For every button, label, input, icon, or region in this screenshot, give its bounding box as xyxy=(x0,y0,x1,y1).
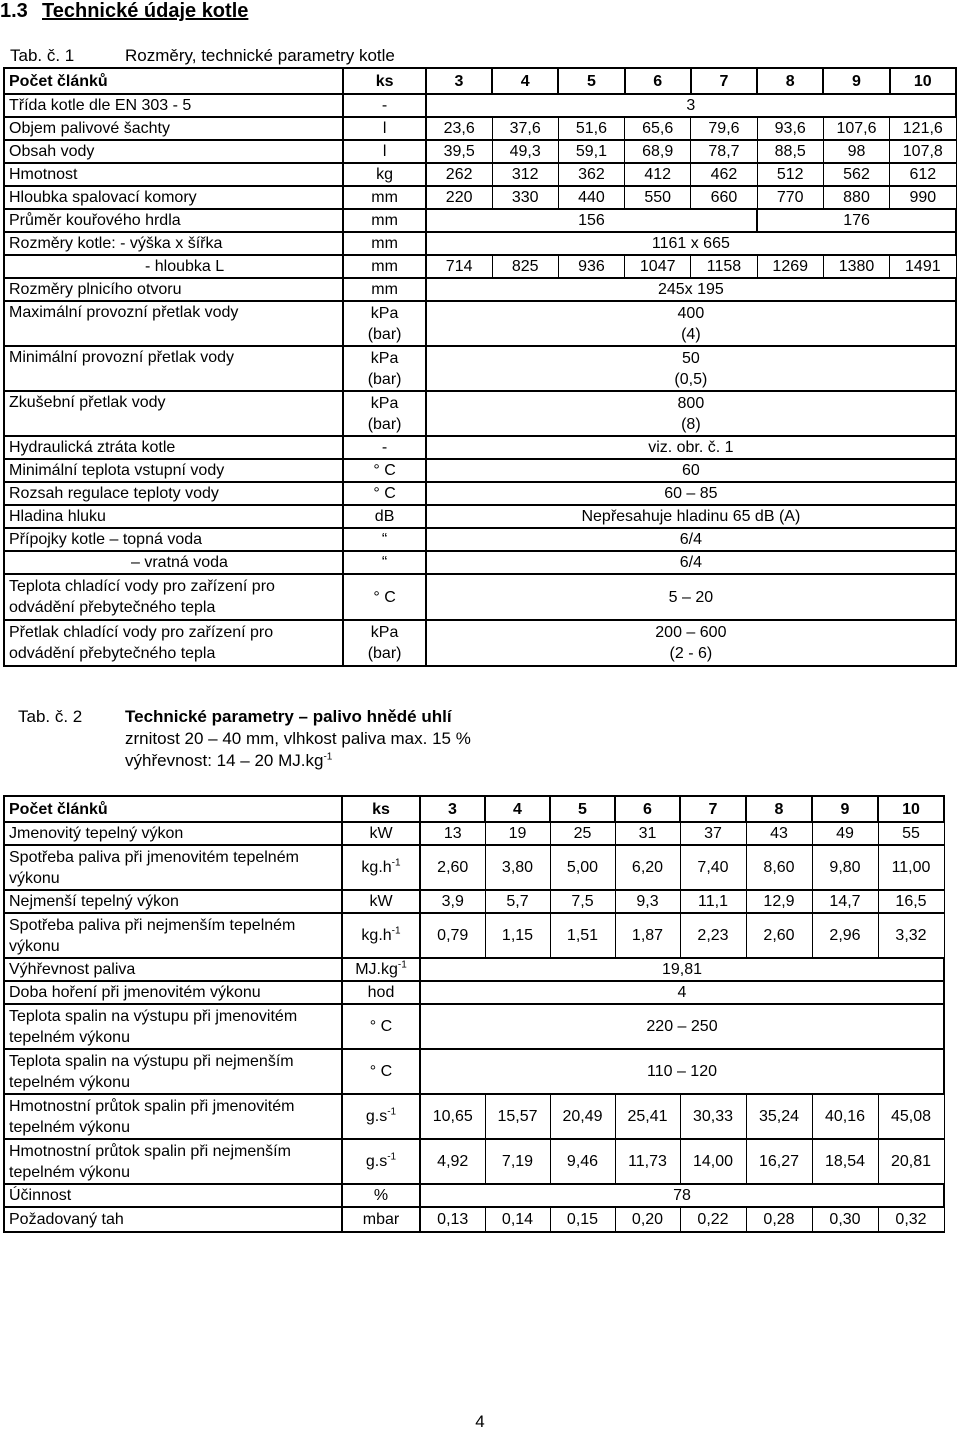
row-unit: mm xyxy=(343,278,425,301)
header-col: 8 xyxy=(757,68,823,94)
row-unit: mm xyxy=(343,186,425,209)
row-unit: kW xyxy=(342,822,420,845)
header-label: Počet článků xyxy=(4,796,342,822)
row-value: 1,15 xyxy=(485,913,550,958)
header-col: 6 xyxy=(615,796,680,822)
row-value: 0,14 xyxy=(485,1207,550,1232)
table-row xyxy=(4,958,944,981)
row-value: 176 xyxy=(757,209,956,232)
section-number: 1.3 xyxy=(0,0,28,22)
table-row xyxy=(4,1184,944,1207)
row-value: 0,20 xyxy=(615,1207,680,1232)
row-value: 0,30 xyxy=(812,1207,878,1232)
row-unit: - xyxy=(343,94,425,117)
table-row xyxy=(4,620,956,666)
row-label: Požadovaný tah xyxy=(4,1207,342,1232)
header-col: 8 xyxy=(746,796,812,822)
row-value: 5 – 20 xyxy=(426,574,956,620)
table-row xyxy=(4,1139,944,1184)
row-value: 9,80 xyxy=(812,845,878,890)
table1-caption-text: Rozměry, technické parametry kotle xyxy=(125,46,395,65)
row-value: 220 – 250 xyxy=(420,1004,944,1049)
table-row xyxy=(4,528,956,551)
table-row xyxy=(4,255,956,278)
row-unit: ° C xyxy=(343,482,425,505)
row-value: 11,73 xyxy=(615,1139,680,1184)
row-label: Účinnost xyxy=(4,1184,342,1207)
row-unit: dB xyxy=(343,505,425,528)
table-row xyxy=(4,117,956,140)
row-label: Spotřeba paliva při jmenovitém tepelném výkonu xyxy=(4,845,342,890)
row-value: 1161 x 665 xyxy=(426,232,956,255)
row-label: Rozměry plnicího otvoru xyxy=(4,278,343,301)
row-value: 59,1 xyxy=(558,140,624,163)
row-value: 200 – 600 (2 - 6) xyxy=(426,620,956,666)
row-value: 0,15 xyxy=(550,1207,615,1232)
table-row xyxy=(4,913,944,958)
row-value: 78,7 xyxy=(691,140,757,163)
table-row xyxy=(4,232,956,255)
header-col: 3 xyxy=(426,68,492,94)
row-value: 11,1 xyxy=(680,890,746,913)
row-value: 68,9 xyxy=(625,140,691,163)
row-unit: $g.s^{-1}$ xyxy=(342,1094,420,1139)
row-label: Hladina hluku xyxy=(4,505,343,528)
table-row xyxy=(4,1004,944,1049)
header-label: Počet článků xyxy=(4,68,343,94)
header-col: 4 xyxy=(485,796,550,822)
row-label: Jmenovitý tepelný výkon xyxy=(4,822,342,845)
row-value: 262 xyxy=(426,163,492,186)
header-col: 9 xyxy=(823,68,889,94)
row-label: Teplota spalin na výstupu při jmenovitém tepelném výkonu xyxy=(4,1004,342,1049)
row-value: 400 (4) xyxy=(426,301,956,346)
row-value: 412 xyxy=(625,163,691,186)
row-value: 12,9 xyxy=(746,890,812,913)
row-value: 121,6 xyxy=(890,117,956,140)
row-value: 25 xyxy=(550,822,615,845)
row-value: 35,24 xyxy=(746,1094,812,1139)
row-value: 65,6 xyxy=(625,117,691,140)
row-value: 20,81 xyxy=(878,1139,944,1184)
row-value: 1269 xyxy=(757,255,823,278)
row-label: Hloubka spalovací komory xyxy=(4,186,343,209)
table-row xyxy=(4,574,956,620)
row-value: 245x 195 xyxy=(426,278,956,301)
row-value: 362 xyxy=(558,163,624,186)
table1-label: Tab. č. 1 xyxy=(10,46,75,65)
row-value: 107,8 xyxy=(890,140,956,163)
row-value: 0,22 xyxy=(680,1207,746,1232)
row-unit: ° C xyxy=(342,1004,420,1049)
row-value: 9,46 xyxy=(550,1139,615,1184)
row-value: 13 xyxy=(420,822,485,845)
row-value: 880 xyxy=(823,186,889,209)
row-value: 39,5 xyxy=(426,140,492,163)
table-row xyxy=(4,436,956,459)
row-value: 49,3 xyxy=(492,140,558,163)
row-value: 4,92 xyxy=(420,1139,485,1184)
page-number: 4 xyxy=(475,1412,485,1431)
row-unit: mm xyxy=(343,255,425,278)
row-value: 3,32 xyxy=(878,913,944,958)
row-value: 55 xyxy=(878,822,944,845)
row-label: Přípojky kotle – topná voda xyxy=(4,528,343,551)
row-unit: kg xyxy=(343,163,425,186)
row-value: 1491 xyxy=(890,255,956,278)
row-value: 20,49 xyxy=(550,1094,615,1139)
row-unit: $kg.h^{-1}$ xyxy=(342,845,420,890)
row-value: 825 xyxy=(492,255,558,278)
table-row xyxy=(4,845,944,890)
row-unit: mm xyxy=(343,232,425,255)
row-value: 440 xyxy=(558,186,624,209)
table1 xyxy=(3,67,957,667)
row-value: 50 (0,5) xyxy=(426,346,956,391)
row-value: 8,60 xyxy=(746,845,812,890)
row-label: Zkušební přetlak vody xyxy=(4,391,343,436)
row-value: 1,51 xyxy=(550,913,615,958)
table2-label: Tab. č. 2 xyxy=(18,707,83,726)
row-value: 14,7 xyxy=(812,890,878,913)
row-label: Teplota spalin na výstupu při nejmenším tepelném výkonu xyxy=(4,1049,342,1094)
header-col: 3 xyxy=(420,796,485,822)
row-label: Hmotnostní průtok spalin při jmenovitém tepelném výkonu xyxy=(4,1094,342,1139)
header-col: 4 xyxy=(492,68,558,94)
row-value: 23,6 xyxy=(426,117,492,140)
row-value: 2,60 xyxy=(420,845,485,890)
row-label: Průměr kouřového hrdla xyxy=(4,209,343,232)
table-row xyxy=(4,890,944,913)
row-value: 1047 xyxy=(625,255,691,278)
table-row xyxy=(4,459,956,482)
table2 xyxy=(3,795,945,1233)
table2-header-row xyxy=(4,796,944,822)
row-value: 5,00 xyxy=(550,845,615,890)
row-value: 60 xyxy=(426,459,956,482)
row-unit: kPa (bar) xyxy=(343,391,425,436)
table-row xyxy=(4,301,956,346)
row-unit: $kg.h^{-1}$ xyxy=(342,913,420,958)
row-unit: $g.s^{-1}$ xyxy=(342,1139,420,1184)
row-label: Teplota chladící vody pro zařízení pro odvádění přebytečného tepla xyxy=(4,574,343,620)
row-unit: kPa (bar) xyxy=(343,346,425,391)
row-unit: - xyxy=(343,436,425,459)
row-value: 110 – 120 xyxy=(420,1049,944,1094)
row-value: 16,5 xyxy=(878,890,944,913)
row-unit: mm xyxy=(343,209,425,232)
row-value: 4 xyxy=(420,981,944,1004)
row-value: 1158 xyxy=(691,255,757,278)
header-col: 5 xyxy=(550,796,615,822)
row-value: 800 (8) xyxy=(426,391,956,436)
row-value: 6/4 xyxy=(426,551,956,574)
table-row xyxy=(4,1207,944,1232)
row-value: 107,6 xyxy=(823,117,889,140)
row-unit: kW xyxy=(342,890,420,913)
row-label: Spotřeba paliva při nejmenším tepelném výkonu xyxy=(4,913,342,958)
row-unit: ° C xyxy=(343,459,425,482)
row-unit: l xyxy=(343,117,425,140)
header-col: 7 xyxy=(680,796,746,822)
row-value: 40,16 xyxy=(812,1094,878,1139)
header-col: 10 xyxy=(890,68,956,94)
row-value: 462 xyxy=(691,163,757,186)
table-row xyxy=(4,482,956,505)
header-col: 7 xyxy=(691,68,757,94)
header-col: 10 xyxy=(878,796,944,822)
row-value: 0,28 xyxy=(746,1207,812,1232)
row-value: 6,20 xyxy=(615,845,680,890)
row-value: 7,5 xyxy=(550,890,615,913)
row-unit: kPa (bar) xyxy=(343,301,425,346)
row-value: 3,80 xyxy=(485,845,550,890)
row-label: - hloubka L xyxy=(4,255,343,278)
row-value: 3,9 xyxy=(420,890,485,913)
table1-caption xyxy=(10,46,395,66)
row-value: 10,65 xyxy=(420,1094,485,1139)
header-col: 5 xyxy=(558,68,624,94)
row-value: 43 xyxy=(746,822,812,845)
row-value: 5,7 xyxy=(485,890,550,913)
row-value: 990 xyxy=(890,186,956,209)
row-value: Nepřesahuje hladinu 65 dB (A) xyxy=(426,505,956,528)
header-unit: ks xyxy=(342,796,420,822)
row-label: Doba hoření při jmenovitém výkonu xyxy=(4,981,342,1004)
row-label: Rozměry kotle: - výška x šířka xyxy=(4,232,343,255)
row-label: Objem palivové šachty xyxy=(4,117,343,140)
section-title: Technické údaje kotle xyxy=(42,0,249,22)
row-value: 0,32 xyxy=(878,1207,944,1232)
row-value: 612 xyxy=(890,163,956,186)
row-value: 3 xyxy=(426,94,956,117)
row-value: 14,00 xyxy=(680,1139,746,1184)
row-value: 1,87 xyxy=(615,913,680,958)
row-value: 1380 xyxy=(823,255,889,278)
row-value: 2,23 xyxy=(680,913,746,958)
table-row xyxy=(4,209,956,232)
row-value: 30,33 xyxy=(680,1094,746,1139)
row-value: 512 xyxy=(757,163,823,186)
row-value: 31 xyxy=(615,822,680,845)
section-heading xyxy=(0,0,248,23)
row-value: 9,3 xyxy=(615,890,680,913)
table-row xyxy=(4,94,956,117)
row-label: Hmotnost xyxy=(4,163,343,186)
row-label: Minimální teplota vstupní vody xyxy=(4,459,343,482)
row-value: 660 xyxy=(691,186,757,209)
header-col: 6 xyxy=(625,68,691,94)
row-value: 98 xyxy=(823,140,889,163)
table-row xyxy=(4,551,956,574)
row-value: 37 xyxy=(680,822,746,845)
header-unit: ks xyxy=(343,68,425,94)
table-row xyxy=(4,278,956,301)
table-row xyxy=(4,505,956,528)
table-row xyxy=(4,346,956,391)
row-unit: kPa (bar) xyxy=(343,620,425,666)
table-row xyxy=(4,140,956,163)
row-label: Hmotnostní průtok spalin při nejmenším tepelném výkonu xyxy=(4,1139,342,1184)
row-label: Nejmenší tepelný výkon xyxy=(4,890,342,913)
row-value: 330 xyxy=(492,186,558,209)
row-value: 220 xyxy=(426,186,492,209)
row-value: 0,79 xyxy=(420,913,485,958)
table-row xyxy=(4,163,956,186)
row-value: 11,00 xyxy=(878,845,944,890)
row-value: 78 xyxy=(420,1184,944,1207)
row-label: Maximální provozní přetlak vody xyxy=(4,301,343,346)
row-label: Výhřevnost paliva xyxy=(4,958,342,981)
row-value: 19 xyxy=(485,822,550,845)
row-label: Rozsah regulace teploty vody xyxy=(4,482,343,505)
row-value: 936 xyxy=(558,255,624,278)
row-value: 15,57 xyxy=(485,1094,550,1139)
row-value: 93,6 xyxy=(757,117,823,140)
row-value: 88,5 xyxy=(757,140,823,163)
table-row xyxy=(4,1094,944,1139)
row-label: Třída kotle dle EN 303 - 5 xyxy=(4,94,343,117)
row-value: 714 xyxy=(426,255,492,278)
table-row xyxy=(4,1049,944,1094)
row-value: 2,96 xyxy=(812,913,878,958)
row-unit: $MJ.kg^{-1}$ xyxy=(342,958,420,981)
row-value: 49 xyxy=(812,822,878,845)
row-value: 25,41 xyxy=(615,1094,680,1139)
row-value: 79,6 xyxy=(691,117,757,140)
row-value: 37,6 xyxy=(492,117,558,140)
row-label: Obsah vody xyxy=(4,140,343,163)
row-label: – vratná voda xyxy=(4,551,343,574)
table-row xyxy=(4,391,956,436)
row-unit: hod xyxy=(342,981,420,1004)
row-value: 312 xyxy=(492,163,558,186)
row-unit: ° C xyxy=(343,574,425,620)
row-unit: l xyxy=(343,140,425,163)
row-value: 45,08 xyxy=(878,1094,944,1139)
row-value: 770 xyxy=(757,186,823,209)
table2-caption-text: Technické parametry – palivo hnědé uhlí xyxy=(125,707,452,726)
row-value: 60 – 85 xyxy=(426,482,956,505)
row-label: Minimální provozní přetlak vody xyxy=(4,346,343,391)
row-value: viz. obr. č. 1 xyxy=(426,436,956,459)
row-unit: “ xyxy=(343,528,425,551)
row-unit: mbar xyxy=(342,1207,420,1232)
row-value: 562 xyxy=(823,163,889,186)
table-row xyxy=(4,822,944,845)
row-label: Hydraulická ztráta kotle xyxy=(4,436,343,459)
header-col: 9 xyxy=(812,796,878,822)
table2-caption-line2: zrnitost 20 – 40 mm, vlhkost paliva max. 15 % xyxy=(125,729,471,748)
table2-caption-line3: výhřevnost: 14 – 20 $MJ.kg^{-1}$ xyxy=(125,751,333,770)
row-value: 156 xyxy=(426,209,757,232)
row-value: 2,60 xyxy=(746,913,812,958)
row-value: 18,54 xyxy=(812,1139,878,1184)
row-value: 6/4 xyxy=(426,528,956,551)
row-unit: % xyxy=(342,1184,420,1207)
row-value: 19,81 xyxy=(420,958,944,981)
row-value: 550 xyxy=(625,186,691,209)
row-value: 16,27 xyxy=(746,1139,812,1184)
row-value: 51,6 xyxy=(558,117,624,140)
table-row xyxy=(4,186,956,209)
row-value: 7,40 xyxy=(680,845,746,890)
table-row xyxy=(4,981,944,1004)
row-value: 0,13 xyxy=(420,1207,485,1232)
row-value: 7,19 xyxy=(485,1139,550,1184)
row-unit: “ xyxy=(343,551,425,574)
row-label: Přetlak chladící vody pro zařízení pro odvádění přebytečného tepla xyxy=(4,620,343,666)
row-unit: ° C xyxy=(342,1049,420,1094)
table1-header-row xyxy=(4,68,956,94)
